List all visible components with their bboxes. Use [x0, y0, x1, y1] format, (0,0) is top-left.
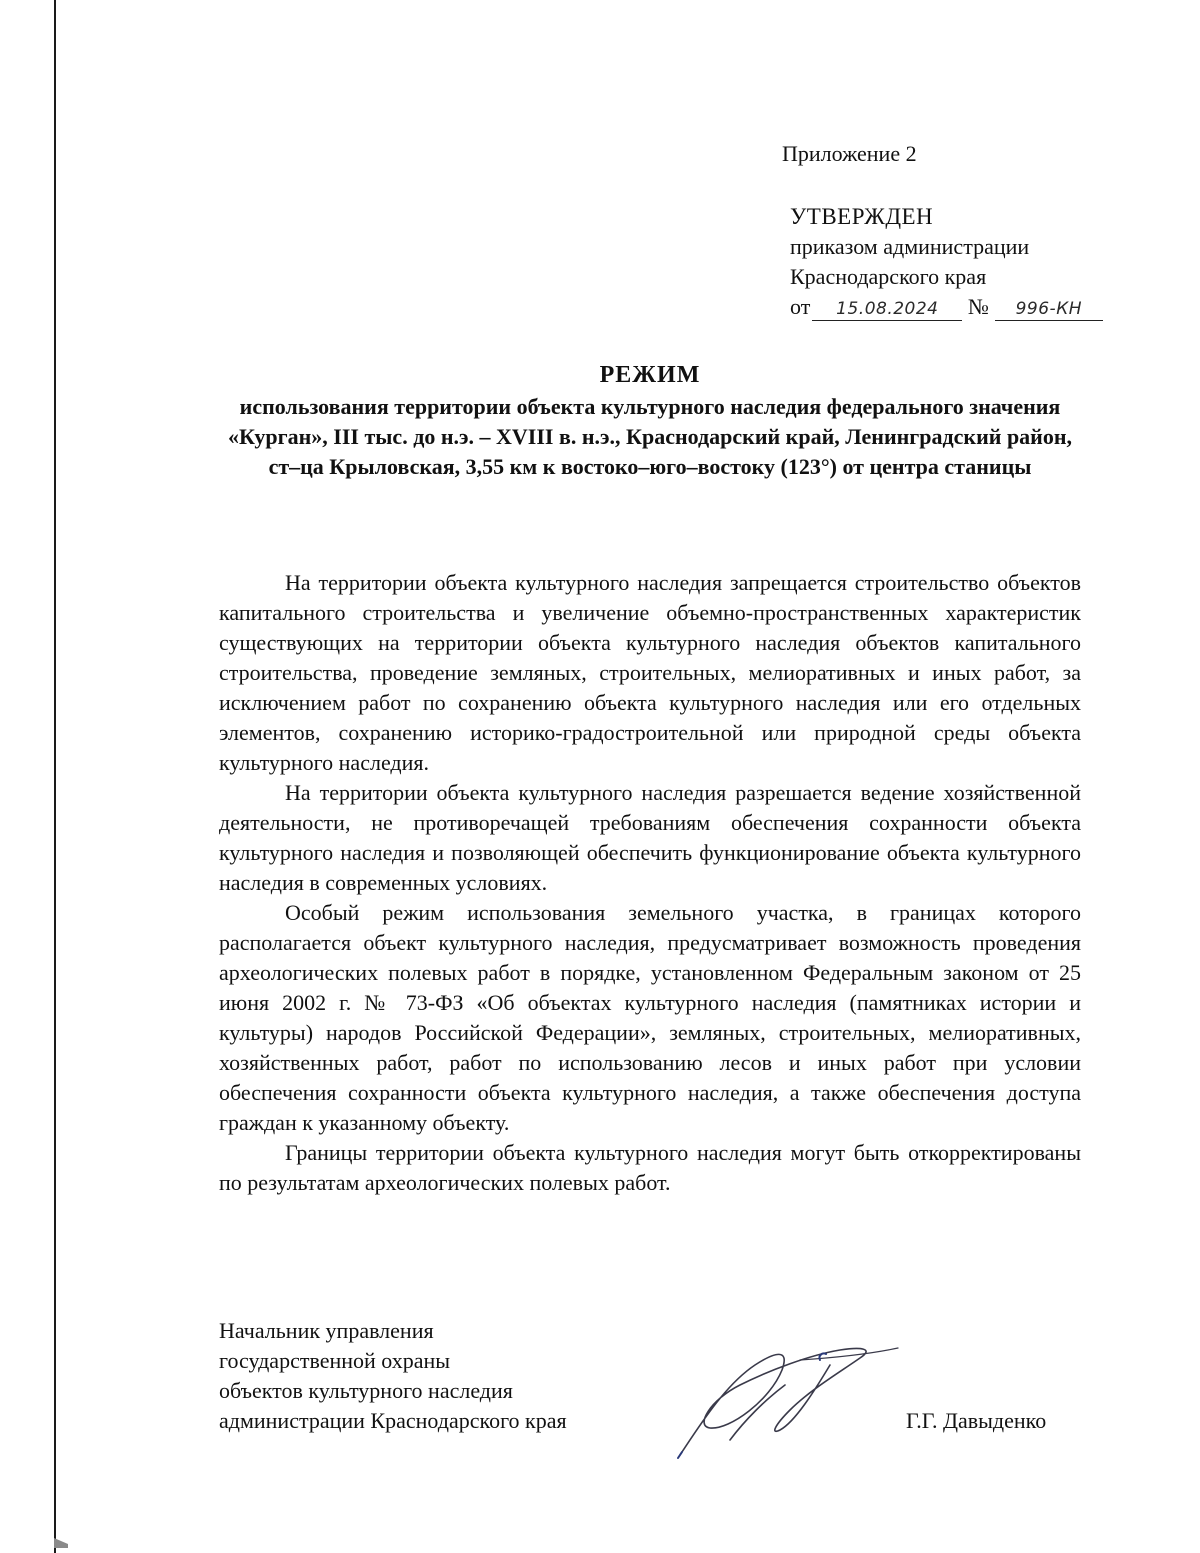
number-handwritten: 996-КН: [1015, 299, 1083, 319]
approved-by-line-1: приказом администрации: [790, 234, 1030, 259]
body-paragraph-1: На территории объекта культурного наследия запрещается строительство объектов капитального строительства и увеличение объемно-пространственных характеристик существующих на территории объекта культурного наследия объектов капитального строительства, проведение земляных, строительных, мелиоративных и иных работ, за исключением работ по сохранению объекта культурного наследия или его отдельных элементов, сохранению историко-градостроительной или природной среды объекта культурного наследия.: [219, 570, 1081, 775]
document-title-block: [210, 360, 1090, 482]
scan-edge-line: [54, 0, 56, 1553]
number-prefix: №: [967, 294, 989, 319]
signer-position-block: [219, 1316, 567, 1436]
document-subtitle: использования территории объекта культурного наследия федерального значения «Курган», III тыс. до н.э. – XVIII в. н.э., Краснодарский край, Ленинградский район, ст–ца Крыловская, 3,55 км к востоко–юго–востоку (123°) от центра станицы: [227, 394, 1073, 479]
body-paragraph-2: На территории объекта культурного наследия разрешается ведение хозяйственной деятельности, не противоречащей требованиям обеспечения сохранности объекта культурного наследия и позволяющей обеспечить функционирование объекта культурного наследия в современных условиях.: [219, 780, 1081, 895]
approved-by-line-2: Краснодарского края: [790, 264, 987, 289]
approved-label: УТВЕРЖДЕН: [790, 204, 934, 229]
date-handwritten: 15.08.2024: [836, 299, 939, 319]
date-prefix: от: [790, 294, 811, 319]
signer-position-line-4: администрации Краснодарского края: [219, 1408, 567, 1433]
body-paragraph-4: Границы территории объекта культурного наследия могут быть откорректированы по результатам археологических полевых работ.: [219, 1140, 1081, 1195]
signer-name: Г.Г. Давыденко: [906, 1408, 1047, 1433]
signer-position-line-3: объектов культурного наследия: [219, 1378, 513, 1403]
date-fill-line: [812, 296, 962, 321]
approval-date-row: [790, 292, 1103, 326]
body-paragraph-3: Особый режим использования земельного участка, в границах которого располагается объект культурного наследия, предусматривает возможность проведения археологических полевых работ в порядке, установленном Федеральным законом от 25 июня 2002 г. № 73-ФЗ «Об объектах культурного наследия (памятниках истории и культуры) народов Российской Федерации», земляных, строительных, мелиоративных, хозяйственных работ, работ по использованию лесов и иных работ при условии обеспечения сохранности объекта культурного наследия, а также обеспечения доступа граждан к указанному объекту.: [219, 900, 1081, 1135]
signer-position-line-2: государственной охраны: [219, 1348, 451, 1373]
handwritten-signature: [670, 1330, 910, 1460]
document-body: [219, 568, 1081, 1198]
appendix-label: Приложение 2: [782, 141, 917, 166]
number-fill-line: [995, 296, 1103, 321]
scan-edge-corner: [54, 1538, 68, 1548]
approval-block: [790, 202, 1103, 326]
document-title: РЕЖИМ: [599, 362, 701, 388]
signer-position-line-1: Начальник управления: [219, 1318, 434, 1343]
